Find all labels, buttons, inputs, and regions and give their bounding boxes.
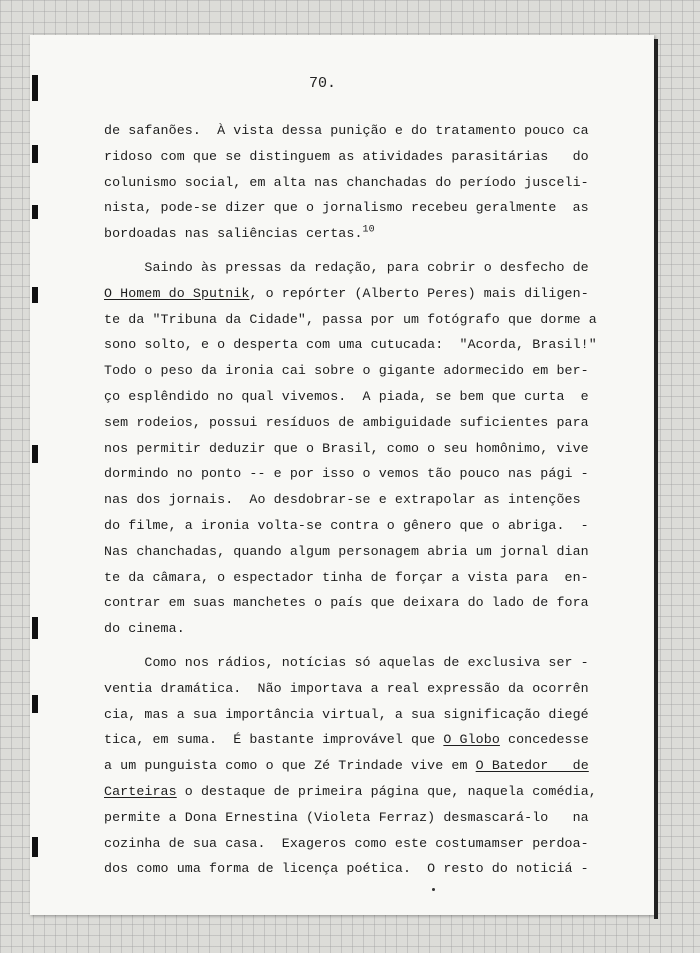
text-segment: nas dos jornais. Ao desdobrar-se e extrapolar as intenções	[104, 492, 581, 508]
film-title: Carteiras	[104, 783, 177, 799]
text-line	[104, 487, 614, 513]
text-line	[104, 513, 614, 539]
text-segment: de safanões. À vista dessa punição e do tratamento pouco ca	[104, 123, 589, 138]
text-line	[104, 436, 614, 462]
text-segment: nista, pode-se dizer que o jornalismo recebeu geralmente as	[104, 200, 589, 216]
text-line	[104, 384, 614, 410]
text-segment: Como nos rádios, notícias só aquelas de exclusiva ser -	[104, 654, 589, 670]
page-number: 70.	[309, 75, 337, 92]
text-line	[104, 255, 614, 281]
text-line	[104, 676, 614, 702]
text-line	[104, 565, 614, 591]
text-segment: contrar em suas manchetes o país que deixara do lado de fora	[104, 595, 589, 611]
text-segment: permite a Dona Ernestina (Violeta Ferraz) desmascará-lo na	[104, 809, 589, 825]
text-line	[104, 332, 614, 358]
text-line	[104, 856, 614, 882]
text-line	[104, 461, 614, 487]
text-segment: ridoso com que se distinguem as atividades parasitárias do	[104, 148, 589, 164]
text-line	[104, 779, 614, 805]
document-page	[30, 35, 654, 915]
text-line	[104, 650, 614, 676]
text-segment: do cinema.	[104, 621, 185, 637]
text-segment: sem rodeios, possui resíduos de ambiguidade suficientes para	[104, 414, 589, 430]
text-segment: bordoadas nas saliências certas.	[104, 226, 363, 242]
text-segment: concedesse	[499, 732, 589, 748]
binder-mark	[32, 695, 38, 713]
text-segment: te da câmara, o espectador tinha de forçar a vista para en-	[104, 569, 589, 585]
text-line	[104, 144, 614, 170]
film-title: O Globo	[443, 732, 500, 748]
text-segment: ventia dramática. Não importava a real expressão da ocorrên	[104, 680, 589, 696]
text-segment: dos como uma forma de licença poética. O resto do noticiá -	[104, 861, 589, 877]
binder-mark	[32, 205, 38, 219]
text-segment: Saindo às pressas da redação, para cobrir o desfecho de	[104, 259, 589, 275]
text-line	[104, 616, 614, 642]
text-line	[104, 358, 614, 384]
text-line	[104, 539, 614, 565]
body-text	[104, 118, 614, 882]
text-segment: te da "Tribuna da Cidade", passa por um fotógrafo que dorme a	[104, 311, 597, 327]
binder-mark	[32, 287, 38, 303]
binder-mark	[32, 445, 38, 463]
text-segment: Todo o peso da ironia cai sobre o gigante adormecido em ber-	[104, 363, 589, 379]
text-segment: Nas chanchadas, quando algum personagem abria um jornal dian	[104, 543, 589, 559]
text-line	[104, 195, 614, 221]
text-segment: dormindo no ponto -- e por isso o vemos tão pouco nas pági -	[104, 466, 589, 482]
binder-mark	[32, 837, 38, 857]
text-line	[104, 307, 614, 333]
text-line	[104, 831, 614, 857]
text-line	[104, 753, 614, 779]
text-segment: a um punguista como o que Zé Trindade vive em	[104, 758, 476, 774]
text-line	[104, 410, 614, 436]
binder-mark	[32, 145, 38, 163]
text-segment: , o repórter (Alberto Peres) mais diligen-	[249, 285, 589, 301]
text-line	[104, 221, 614, 247]
text-line	[104, 170, 614, 196]
text-line	[104, 702, 614, 728]
text-segment: nos permitir deduzir que o Brasil, como o seu homônimo, vive	[104, 440, 589, 456]
text-line	[104, 118, 614, 144]
text-line	[104, 727, 614, 753]
film-title: O Homem do Sputnik	[104, 285, 250, 301]
text-segment: ço esplêndido no qual vivemos. A piada, se bem que curta e	[104, 388, 589, 404]
text-line	[104, 281, 614, 307]
text-segment: sono solto, e o desperta com uma cutucada: "Acorda, Brasil!"	[104, 337, 597, 353]
text-segment: do filme, a ironia volta-se contra o gênero que o abriga. -	[104, 517, 589, 533]
text-segment: colunismo social, em alta nas chanchadas do período jusceli-	[104, 174, 589, 190]
text-segment: cozinha de sua casa. Exageros como este costumamser perdoa-	[104, 835, 589, 851]
film-title: O Batedor de	[475, 758, 589, 774]
binder-mark	[32, 617, 38, 639]
text-segment: tica, em suma. É bastante improvável que	[104, 732, 444, 748]
ink-speck	[432, 888, 435, 891]
text-line	[104, 805, 614, 831]
text-line	[104, 590, 614, 616]
binder-mark	[32, 75, 38, 101]
text-segment: cia, mas a sua importância virtual, a sua significação diegé	[104, 706, 589, 722]
footnote-marker: 10	[362, 224, 375, 236]
text-segment: o destaque de primeira página que, naquela comédia,	[176, 783, 597, 799]
